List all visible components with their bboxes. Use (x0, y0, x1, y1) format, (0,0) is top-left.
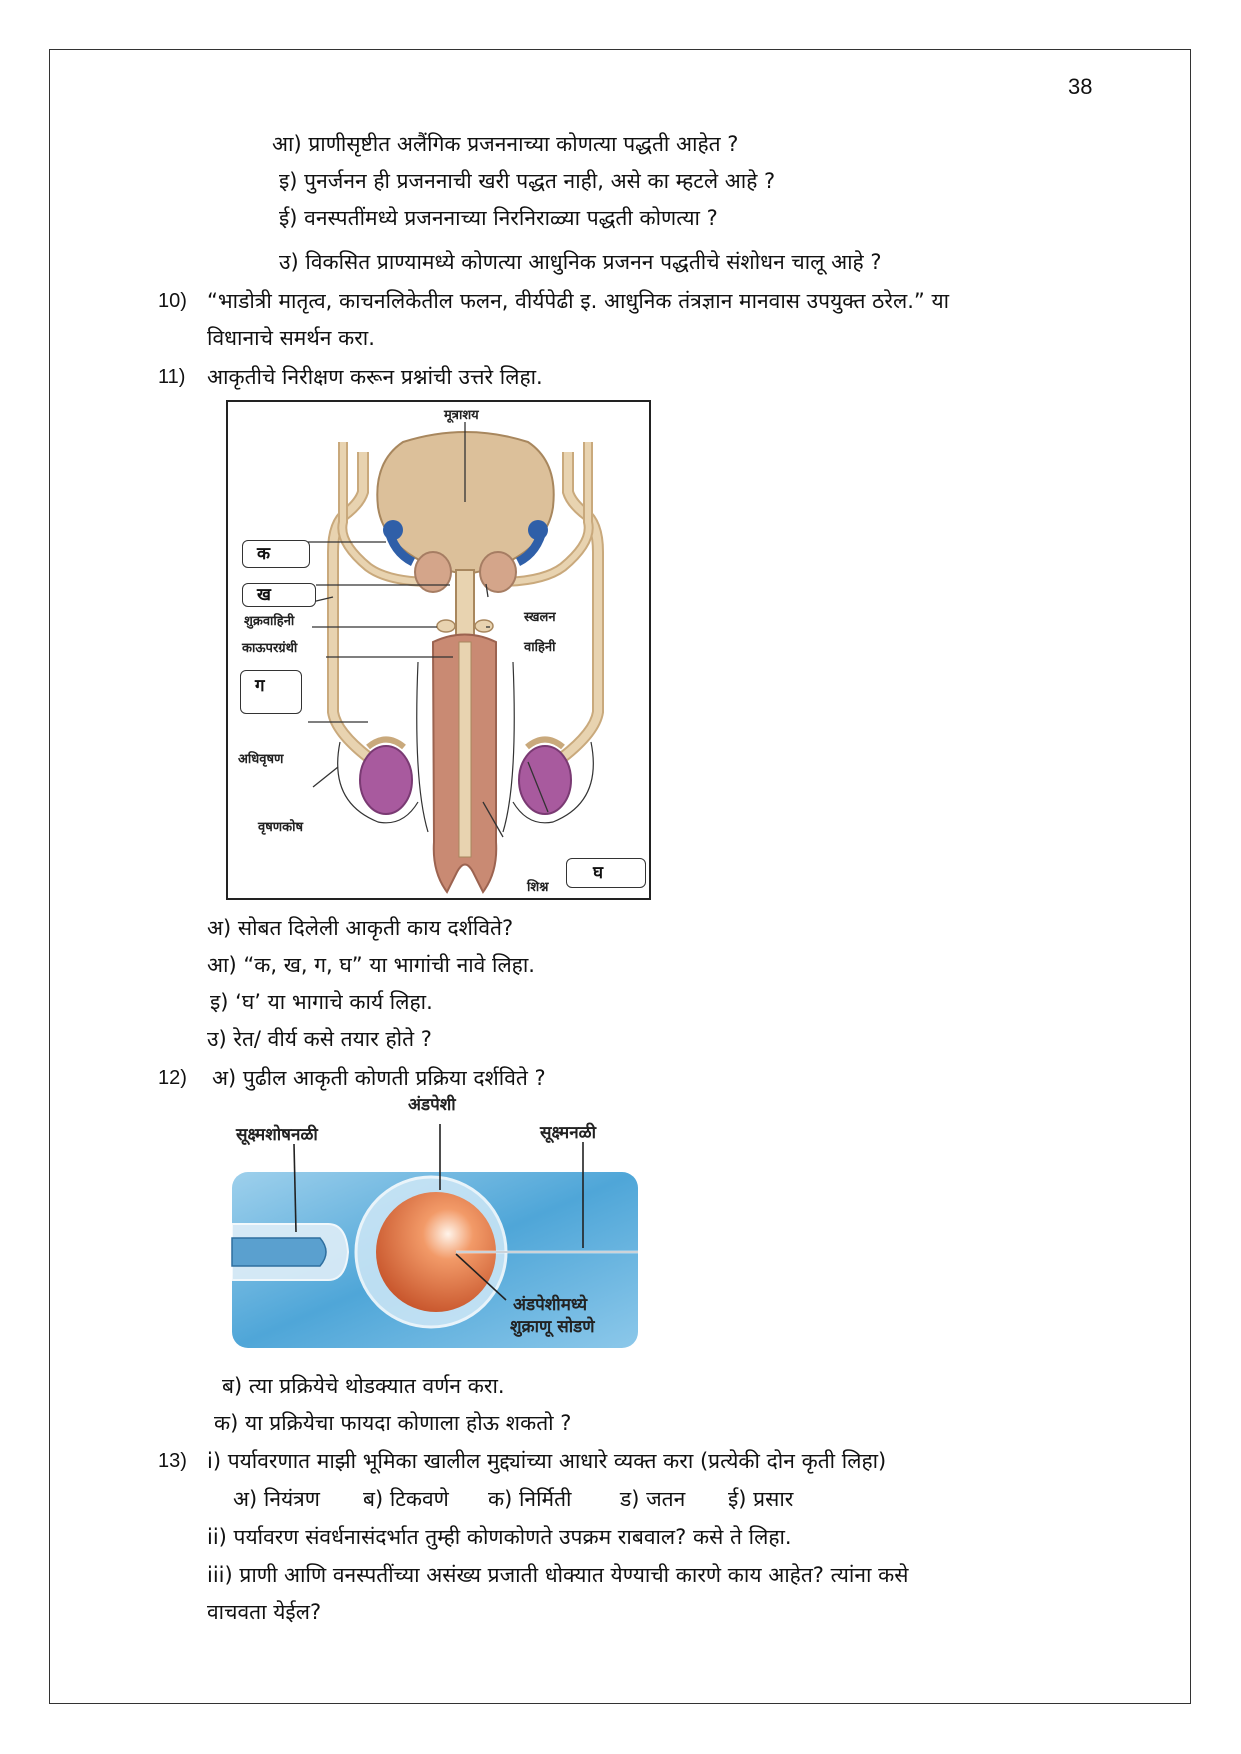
q11-a: अ) सोबत दिलेली आकृती काय दर्शविते? (207, 916, 514, 940)
box-g: ग (240, 670, 302, 714)
box-gh: घ (566, 858, 646, 888)
label-penis: शिश्न (527, 880, 549, 895)
label-holding-pipette: सूक्ष्मशोषनळी (236, 1125, 318, 1145)
q11-aa: आ) “क, ख, ग, घ” या भागांची नावे लिहा. (207, 953, 535, 977)
label-vas-deferens: शुक्रवाहिनी (244, 614, 295, 629)
q13-opt-k: क) निर्मिती (488, 1487, 572, 1511)
q12-b: ब) त्या प्रक्रियेचे थोडक्यात वर्णन करा. (222, 1374, 505, 1398)
page-number: 38 (1068, 74, 1093, 99)
q12-k: क) या प्रक्रियेचा फायदा कोणाला होऊ शकतो ? (214, 1411, 572, 1435)
label-inject-line2: शुक्राणू सोडणे (510, 1317, 595, 1337)
label-scrotum: वृषणकोष (258, 820, 304, 835)
q9-aa: आ) प्राणीसृष्टीत अलैंगिक प्रजननाच्या कोणत्या पद्धती आहेत ? (272, 132, 739, 156)
label-ejaculatory: स्खलन (524, 610, 556, 625)
q9-u: उ) विकसित प्राण्यामध्ये कोणत्या आधुनिक प्रजनन पद्धतीचे संशोधन चालू आहे ? (279, 250, 882, 274)
q11-i: इ) ‘घ’ या भागाचे कार्य लिहा. (210, 990, 433, 1014)
q11-u: उ) रेत/ वीर्य कसे तयार होते ? (207, 1027, 432, 1051)
q10-number: 10) (158, 290, 187, 312)
q13-opt-d: ड) जतन (620, 1487, 686, 1511)
q13-opt-a: अ) नियंत्रण (233, 1487, 320, 1511)
label-micro-needle: सूक्ष्मनळी (540, 1123, 596, 1143)
q12-number: 12) (158, 1067, 187, 1089)
label-epididymis: अधिवृषण (238, 752, 284, 767)
q13-opt-b: ब) टिकवणे (363, 1487, 449, 1511)
q13-opt-e: ई) प्रसार (728, 1487, 794, 1511)
q12-a: अ) पुढील आकृती कोणती प्रक्रिया दर्शविते ? (212, 1066, 546, 1090)
label-egg-cell: अंडपेशी (408, 1095, 456, 1115)
q9-i: इ) पुनर्जनन ही प्रजननाची खरी पद्धत नाही, असे का म्हटले आहे ? (279, 169, 776, 193)
q9-ii: ई) वनस्पतींमध्ये प्रजननाच्या निरनिराळ्या पद्धती कोणत्या ? (279, 206, 718, 230)
label-duct: वाहिनी (524, 640, 556, 655)
label-cowper-gland: काऊपरग्रंथी (242, 641, 298, 656)
q13-iii-line1: iii) प्राणी आणि वनस्पतींच्या असंख्य प्रजाती धोक्यात येण्याची कारणे काय आहेत? त्यांना कसे (207, 1563, 909, 1587)
q13-i: i) पर्यावरणात माझी भूमिका खालील मुद्द्यांच्या आधारे व्यक्त करा (प्रत्येकी दोन कृती लिहा) (207, 1449, 887, 1473)
label-bladder: मूत्राशय (444, 408, 479, 423)
q13-number: 13) (158, 1450, 187, 1472)
icsi-figure (228, 1095, 643, 1352)
q10-line1: “भाडोत्री मातृत्व, काचनलिकेतील फलन, वीर्यपेढी इ. आधुनिक तंत्रज्ञान मानवास उपयुक्त ठरेल.” या (207, 289, 950, 313)
box-kh: ख (242, 583, 316, 607)
q10-line2: विधानाचे समर्थन करा. (207, 326, 375, 350)
q11-number: 11) (158, 366, 186, 388)
q11-text: आकृतीचे निरीक्षण करून प्रश्नांची उत्तरे लिहा. (207, 365, 543, 389)
q13-iii-line2: वाचवता येईल? (207, 1600, 322, 1624)
male-reproductive-figure (226, 400, 651, 900)
q13-ii: ii) पर्यावरण संवर्धनासंदर्भात तुम्ही कोणकोणते उपक्रम राबवाल? कसे ते लिहा. (207, 1525, 792, 1549)
label-inject-line1: अंडपेशीमध्ये (513, 1295, 588, 1315)
box-k: क (242, 540, 310, 568)
